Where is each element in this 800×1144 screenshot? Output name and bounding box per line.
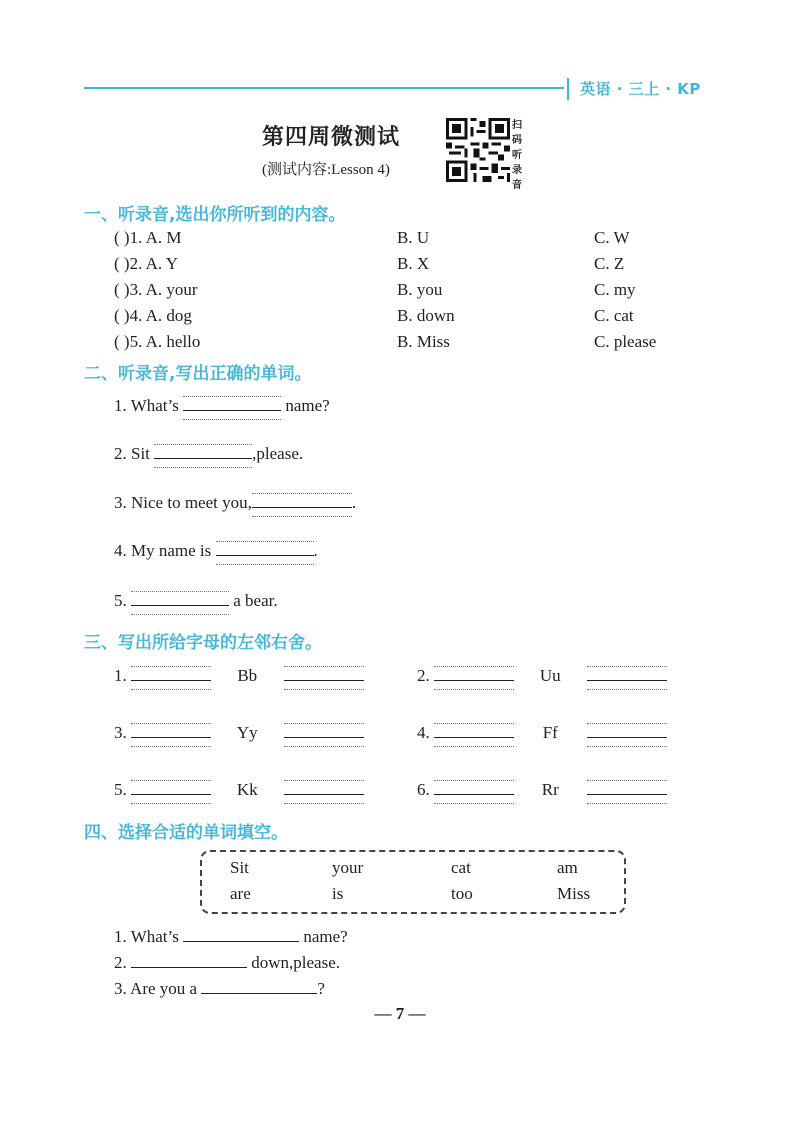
qr-label: 扫 码 听 录 音 (512, 120, 522, 191)
word-bank (200, 850, 626, 914)
word-bank-item: am (557, 858, 578, 877)
word-bank-item: your (332, 858, 364, 877)
header-divider (567, 78, 569, 100)
s3-item2: 2. Uu (417, 666, 667, 686)
s3-item4-left-blank[interactable] (434, 737, 514, 738)
s4-item1-blank[interactable] (183, 941, 299, 942)
s1-item2-option-c: C. Z (594, 254, 625, 273)
page-subtitle: (测试内容:Lesson 4) (262, 162, 390, 178)
qr-code-icon[interactable] (446, 118, 510, 182)
s3-item4-right-blank[interactable] (587, 737, 667, 738)
s3-item6-left-blank[interactable] (434, 794, 514, 795)
word-bank-item: are (230, 884, 251, 903)
s3-item1-left-blank[interactable] (131, 680, 211, 681)
word-bank-item: Sit (230, 858, 249, 877)
s1-item3-option-c: C. my (594, 280, 636, 299)
s2-item4: 4. My name is . (114, 541, 318, 560)
s1-item2-option-b: B. X (397, 254, 430, 273)
s3-item3-right-blank[interactable] (284, 737, 364, 738)
s1-item4-option-b: B. down (397, 306, 455, 325)
s2-item3-blank[interactable] (252, 507, 352, 508)
s1-item5-option-c: C. please (594, 332, 657, 351)
s3-item2-left-blank[interactable] (434, 680, 514, 681)
s3-item3-left-blank[interactable] (131, 737, 211, 738)
s2-item1: 1. What’s name? (114, 396, 330, 415)
section4-heading: 四、选择合适的单词填空。 (84, 823, 288, 843)
s3-item5-right-blank[interactable] (284, 794, 364, 795)
s2-item1-blank[interactable] (183, 410, 281, 411)
s4-item2-blank[interactable] (131, 967, 247, 968)
s1-item1-question: ( )1. A. M (114, 228, 182, 247)
s3-item2-right-blank[interactable] (587, 680, 667, 681)
word-bank-item: too (451, 884, 473, 903)
word-bank-item: is (332, 884, 344, 903)
s4-item3: 3. Are you a ? (114, 979, 325, 998)
s1-item5-question: ( )5. A. hello (114, 332, 201, 351)
header-rule (84, 87, 564, 89)
s4-item1: 1. What’s name? (114, 927, 348, 946)
word-bank-item: Miss (557, 884, 591, 903)
s1-item4-option-c: C. cat (594, 306, 634, 325)
s3-item1: 1. Bb (114, 666, 364, 686)
s3-item6: 6. Rr (417, 780, 667, 800)
s1-item1-option-c: C. W (594, 228, 630, 247)
s2-item2-blank[interactable] (154, 458, 252, 459)
s3-item5-left-blank[interactable] (131, 794, 211, 795)
page-number: — 7 — (374, 1004, 426, 1023)
s1-item1-option-b: B. U (397, 228, 430, 247)
header-tag: 英语 · 三上 · KP (580, 80, 701, 98)
section2-heading: 二、听录音,写出正确的单词。 (84, 364, 312, 384)
section3-heading: 三、写出所给字母的左邻右舍。 (84, 633, 322, 653)
s1-item5-option-b: B. Miss (397, 332, 450, 351)
s3-item4: 4. Ff (417, 723, 667, 743)
s2-item3: 3. Nice to meet you, . (114, 493, 357, 512)
word-bank-item: cat (451, 858, 471, 877)
s4-item2: 2. down,please. (114, 953, 341, 972)
s3-item1-right-blank[interactable] (284, 680, 364, 681)
s2-item4-blank[interactable] (216, 555, 314, 556)
s4-item3-blank[interactable] (201, 993, 317, 994)
section1-heading: 一、听录音,选出你所听到的内容。 (84, 205, 346, 225)
s1-item4-question: ( )4. A. dog (114, 306, 192, 325)
s3-item5: 5. Kk (114, 780, 364, 800)
s1-item3-question: ( )3. A. your (114, 280, 198, 299)
s3-item6-right-blank[interactable] (587, 794, 667, 795)
page-title: 第四周微测试 (262, 124, 401, 150)
s2-item5-blank[interactable] (131, 605, 229, 606)
s1-item3-option-b: B. you (397, 280, 443, 299)
s2-item2: 2. Sit ,please. (114, 444, 304, 463)
s1-item2-question: ( )2. A. Y (114, 254, 179, 273)
s2-item5: 5. a bear. (114, 591, 278, 610)
s3-item3: 3. Yy (114, 723, 364, 743)
